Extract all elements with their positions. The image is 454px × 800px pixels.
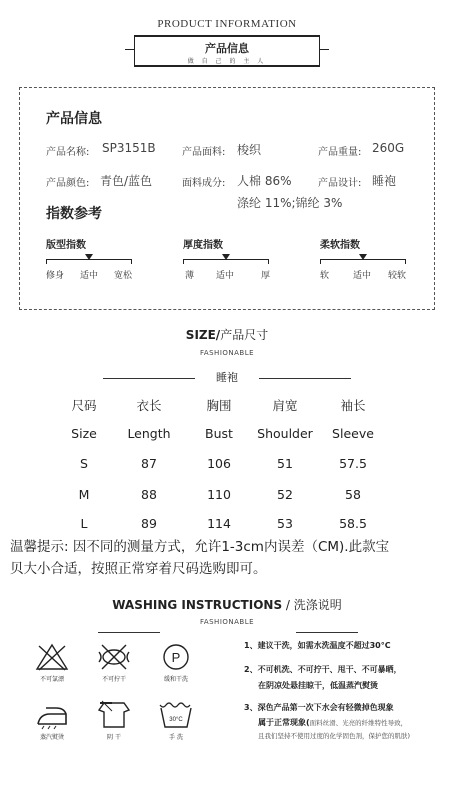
fit-index-marker [85,254,93,260]
size-title-en: SIZE/ [185,328,221,342]
size-table-cell: 53 [277,516,293,531]
dry-clean-icon [158,642,194,672]
washing-divider-right [296,632,358,633]
fit-label-mid: 适中 [80,271,99,281]
name-value: SP3151B [102,141,156,155]
shade-dry-label: 阴 干 [107,734,121,741]
softness-index-marker [359,254,367,260]
design-label: 产品设计: [318,178,362,189]
fabric-value: 梭织 [237,143,262,157]
washing-divider-left [98,632,160,633]
instruction-3b-main: 属于正常现象( [258,718,310,727]
fabric-label: 产品面料: [182,147,226,158]
softness-label-mid: 适中 [353,271,372,281]
size-product-name: 睡袍 [216,371,238,384]
composition-label: 面料成分: [182,178,226,189]
size-header-en: Sleeve [332,426,374,441]
thickness-label-high: 厚 [261,271,271,281]
composition-value-1: 人棉 86% [237,174,292,188]
size-header-en: Shoulder [257,426,313,441]
no-wring-icon [96,642,132,672]
instruction-2a: 2、不可机洗、不可拧干、甩干、不可暴晒， [244,665,402,674]
svg-text:P: P [171,650,181,665]
no-wring-label: 不可拧干 [101,676,126,683]
thickness-tick-left [183,259,184,264]
weight-value: 260G [372,141,405,155]
size-header-zh: 尺码 [71,398,97,413]
design-value: 睡袍 [372,174,397,188]
size-fashionable: FASHIONABLE [199,349,255,357]
note-line-2: 贝大小合适，按照正常穿着尺码选购即可。 [10,561,267,577]
fit-tick-right [131,259,132,264]
product-divider-right [259,378,351,379]
softness-label-low: 软 [320,271,330,281]
size-header-zh: 肩宽 [272,398,298,413]
fit-tick-left [46,259,47,264]
hand-wash-temp: 30°C [169,717,183,723]
hand-wash-icon [158,700,194,730]
header-title-zh: 产品信息 [205,42,249,55]
color-label: 产品颜色: [46,178,90,189]
thickness-index-title: 厚度指数 [183,240,223,251]
no-bleach-icon [34,642,70,672]
weight-label: 产品重量: [318,147,362,158]
composition-value-2: 涤纶 11%;锦纶 3% [237,196,343,210]
note-line-1: 温馨提示: 因不同的测量方式，允许1-3cm内误差（CM).此款宝 [10,539,390,555]
header-subtitle: 做 自 己 的 主 人 [187,58,267,65]
size-header-en: Size [71,426,97,441]
thickness-tick-right [268,259,269,264]
steam-iron-label: 蒸汽熨烫 [39,734,64,741]
size-table-cell: M [78,487,90,502]
size-table-cell: 87 [141,456,157,471]
softness-tick-right [405,259,406,264]
dry-clean-label: 缓和干洗 [163,676,188,683]
fit-label-high: 宽松 [114,271,133,281]
size-table-cell: 58 [345,487,361,502]
size-header-zh: 胸围 [206,398,232,413]
index-title: 指数参考 [46,206,102,222]
instruction-3c: 且我们坚持不使用过度的化学固色剂，保护您的肌肤) [258,732,411,740]
size-table-cell: 88 [141,487,157,502]
fit-index-title: 版型指数 [46,240,86,251]
no-bleach-label: 不可氯漂 [39,676,64,683]
color-value: 青色/蓝色 [100,174,153,188]
steam-iron-icon [34,700,70,730]
shade-dry-icon [96,700,132,730]
name-label: 产品名称: [46,147,90,158]
size-table-cell: 57.5 [339,456,367,471]
size-header-en: Length [127,426,171,441]
size-table-cell: L [80,516,88,531]
thickness-index-marker [222,254,230,260]
washing-title-zh: / 洗涤说明 [282,598,342,612]
header-title-en: PRODUCT INFORMATION [157,18,297,30]
size-header-zh: 衣长 [136,398,162,413]
size-table-cell: S [80,456,88,471]
size-section-title [0,326,454,343]
size-table-cell: 51 [277,456,293,471]
instruction-1: 1、建议干洗，如需水洗温度不超过30°C [244,641,391,650]
size-table-cell: 89 [141,516,157,531]
info-title: 产品信息 [46,111,102,127]
size-table-cell: 58.5 [339,516,367,531]
instruction-3b [258,717,449,729]
thickness-label-low: 薄 [185,271,195,281]
washing-title-en: WASHING INSTRUCTIONS [112,598,283,612]
size-table-cell: 52 [277,487,293,502]
instruction-2b: 在阴凉处悬挂晾干，低温蒸汽熨烫 [258,681,378,690]
instruction-3a: 3、深色产品第一次下水会有轻微掉色现象 [244,703,394,712]
fit-label-low: 修身 [46,271,65,281]
washing-title [0,596,454,613]
size-table-cell: 106 [207,456,231,471]
size-header-en: Bust [205,426,233,441]
softness-label-high: 较软 [388,271,407,281]
softness-tick-left [320,259,321,264]
washing-fashionable: FASHIONABLE [199,618,255,626]
softness-index-title: 柔软指数 [320,240,360,251]
thickness-label-mid: 适中 [216,271,235,281]
size-header-zh: 袖长 [340,398,366,413]
size-title-zh: 产品尺寸 [220,328,269,342]
hand-wash-label: 手 洗 [169,734,183,741]
size-table-cell: 110 [207,487,231,502]
instruction-3b-note: 面料丝滑、光亮的纤维特性导致， [309,719,408,727]
size-table-cell: 114 [207,516,231,531]
